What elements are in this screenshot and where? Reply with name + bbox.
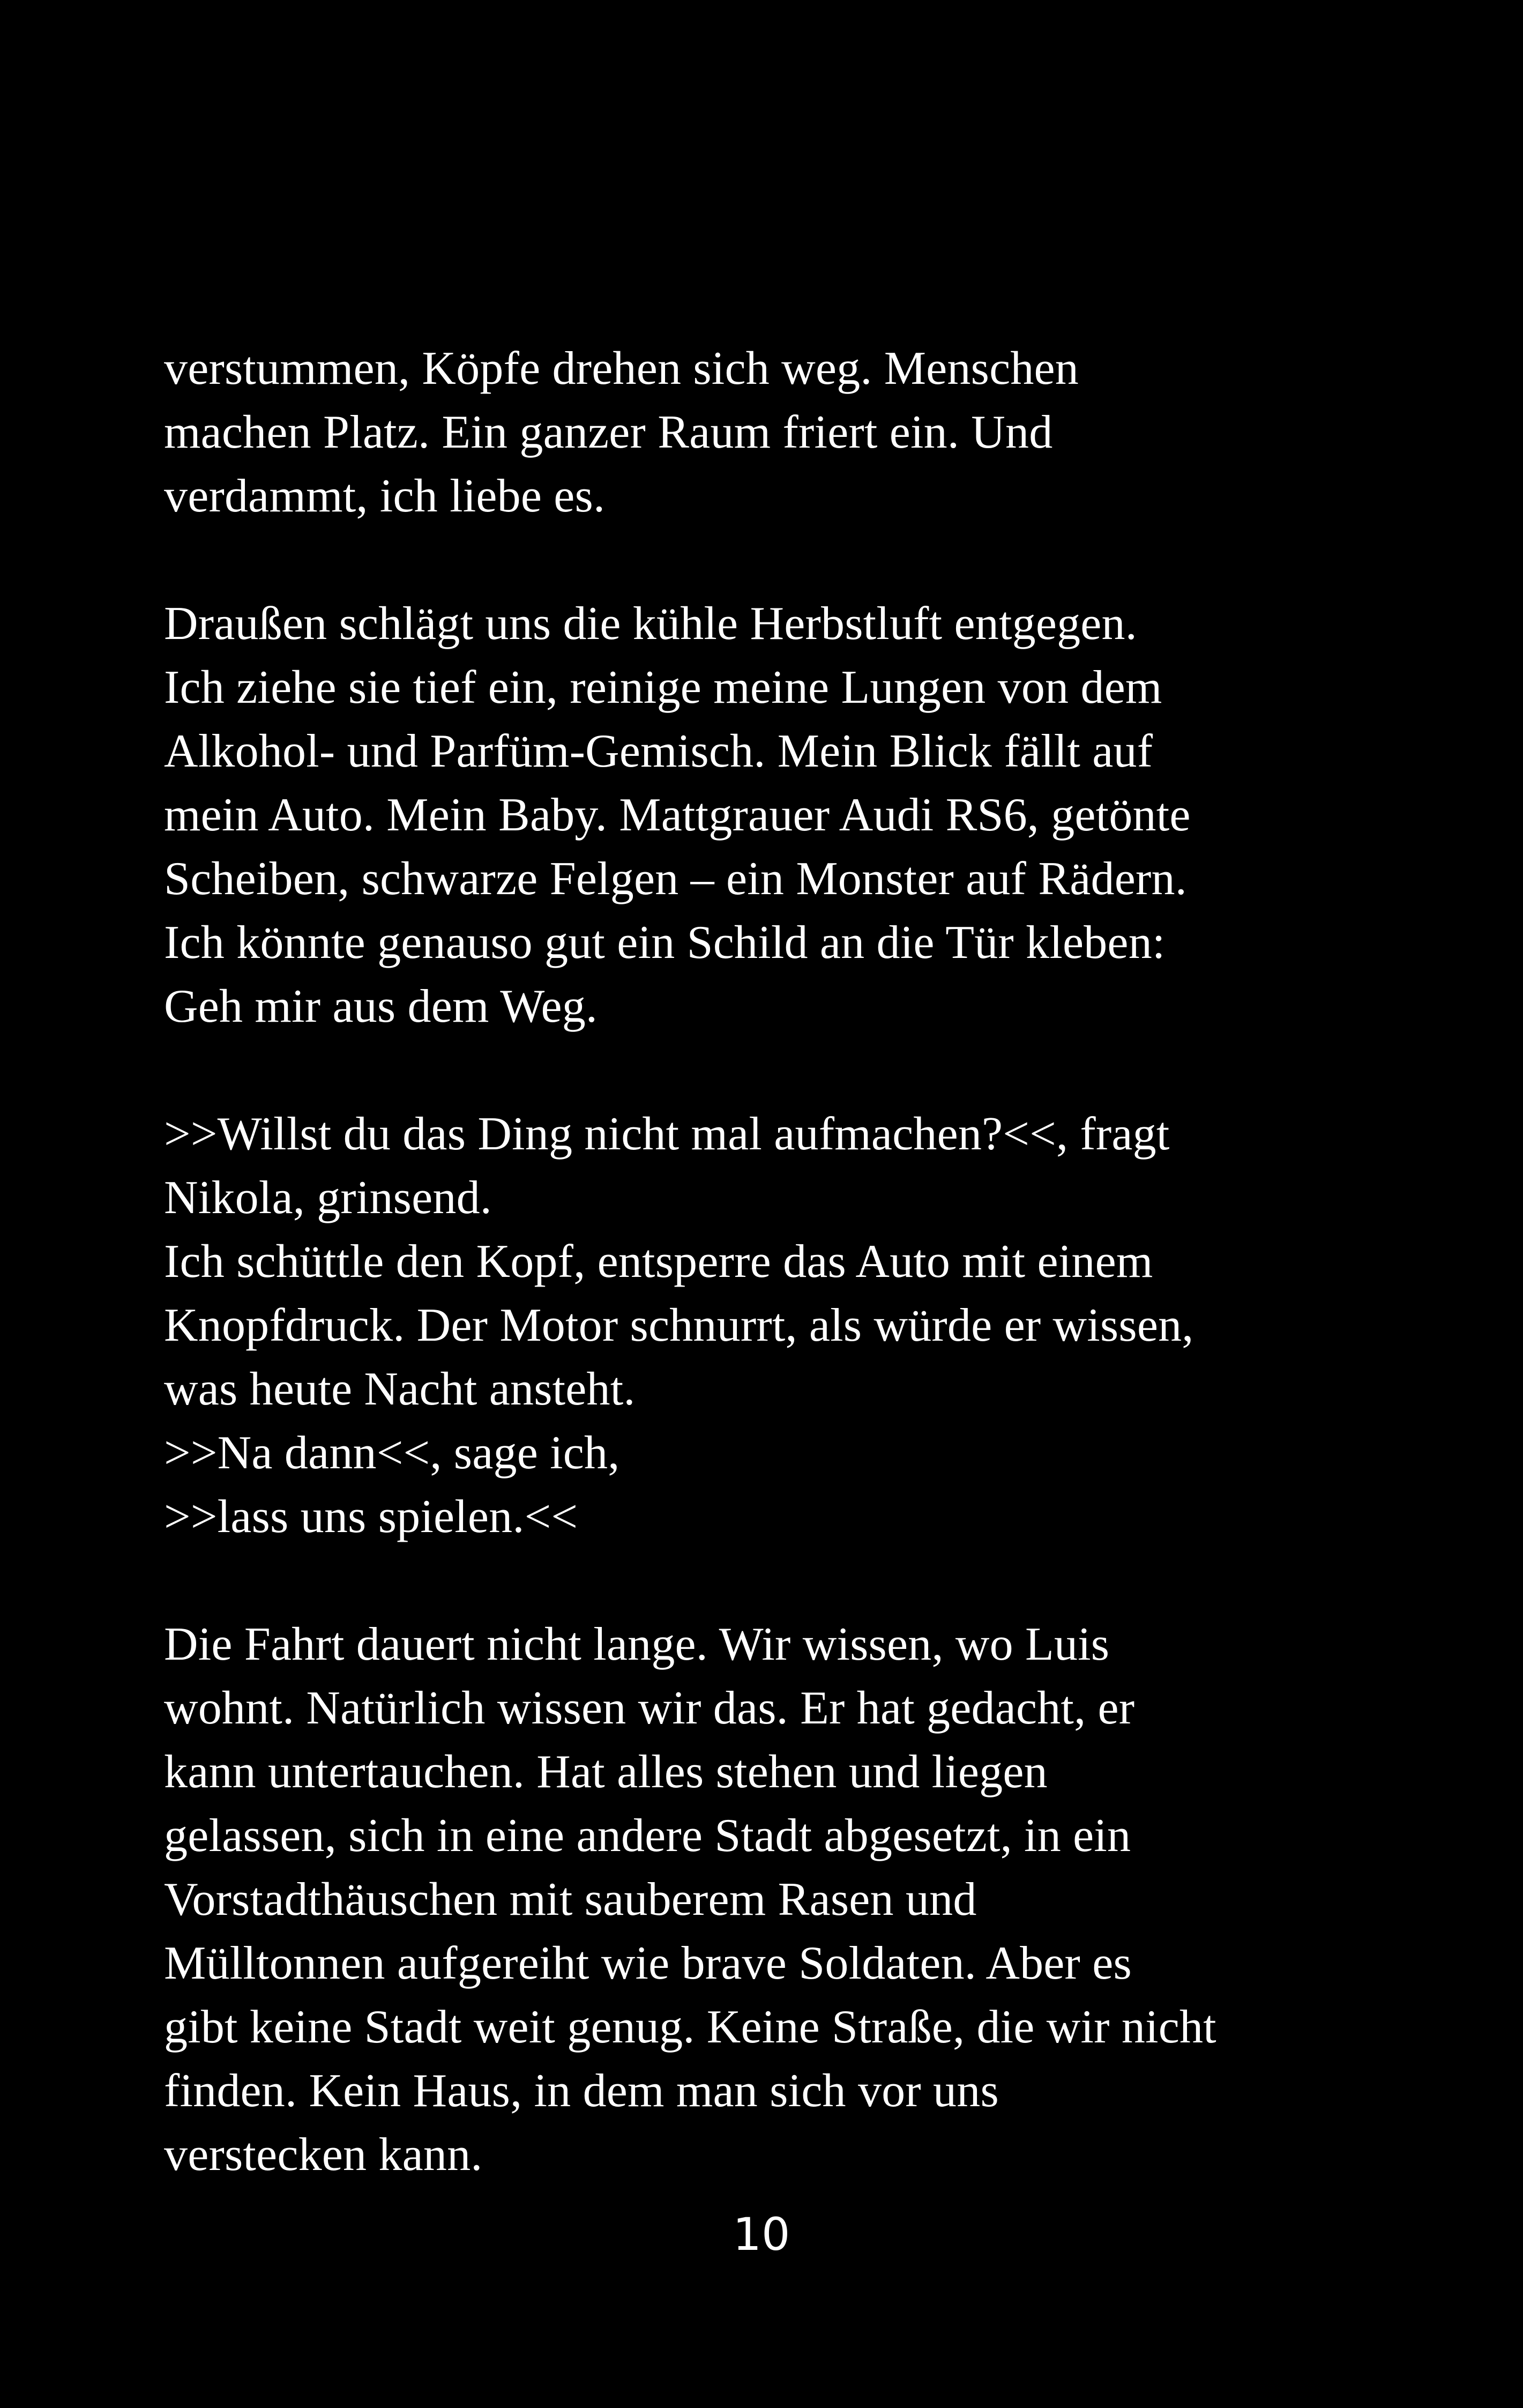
page-number: 10 [733,2208,790,2261]
text-line: Ich könnte genauso gut ein Schild an die Tür kleben: [164,917,1166,969]
text-line: mein Auto. Mein Baby. Mattgrauer Audi RS6, getönte [164,789,1191,841]
text-line: gibt keine Stadt weit genug. Keine Straße, die wir nicht [164,2001,1216,2053]
text-line: >>Willst du das Ding nicht mal aufmachen?<<, fragt [164,1108,1170,1160]
text-line: gelassen, sich in eine andere Stadt abgesetzt, in ein [164,1810,1131,1862]
text-line: verdammt, ich liebe es. [164,470,606,522]
text-line: Draußen schlägt uns die kühle Herbstluft entgegen. [164,598,1137,650]
text-line: Geh mir aus dem Weg. [164,980,598,1032]
text-line: >>Na dann<<, sage ich, [164,1427,620,1479]
text-line: Vorstadthäuschen mit sauberem Rasen und [164,1874,977,1926]
text-line: Alkohol- und Parfüm-Gemisch. Mein Blick fällt auf [164,725,1153,777]
paragraph [164,337,1375,528]
text-line: was heute Nacht ansteht. [164,1363,636,1415]
paragraph [164,1102,1375,1549]
text-line: Scheiben, schwarze Felgen – ein Monster auf Rädern. [164,853,1187,905]
text-line: verstummen, Köpfe drehen sich weg. Menschen [164,343,1079,395]
text-line: Nikola, grinsend. [164,1172,492,1224]
paragraph [164,1612,1375,2187]
text-line: verstecken kann. [164,2129,483,2181]
text-line: Ich schüttle den Kopf, entsperre das Auto mit einem [164,1236,1153,1288]
text-line: Ich ziehe sie tief ein, reinige meine Lungen von dem [164,662,1162,714]
page-text [164,337,1375,2250]
paragraph [164,592,1375,1038]
text-line: Mülltonnen aufgereiht wie brave Soldaten. Aber es [164,1937,1132,1989]
text-line: kann untertauchen. Hat alles stehen und liegen [164,1746,1048,1798]
text-line: machen Platz. Ein ganzer Raum friert ein. Und [164,406,1053,458]
text-line: Knopfdruck. Der Motor schnurrt, als würde er wissen, [164,1299,1194,1351]
text-line: Die Fahrt dauert nicht lange. Wir wissen, wo Luis [164,1618,1110,1670]
text-line: finden. Kein Haus, in dem man sich vor uns [164,2065,999,2117]
text-line: >>lass uns spielen.<< [164,1491,578,1543]
text-line: wohnt. Natürlich wissen wir das. Er hat gedacht, er [164,1682,1135,1734]
